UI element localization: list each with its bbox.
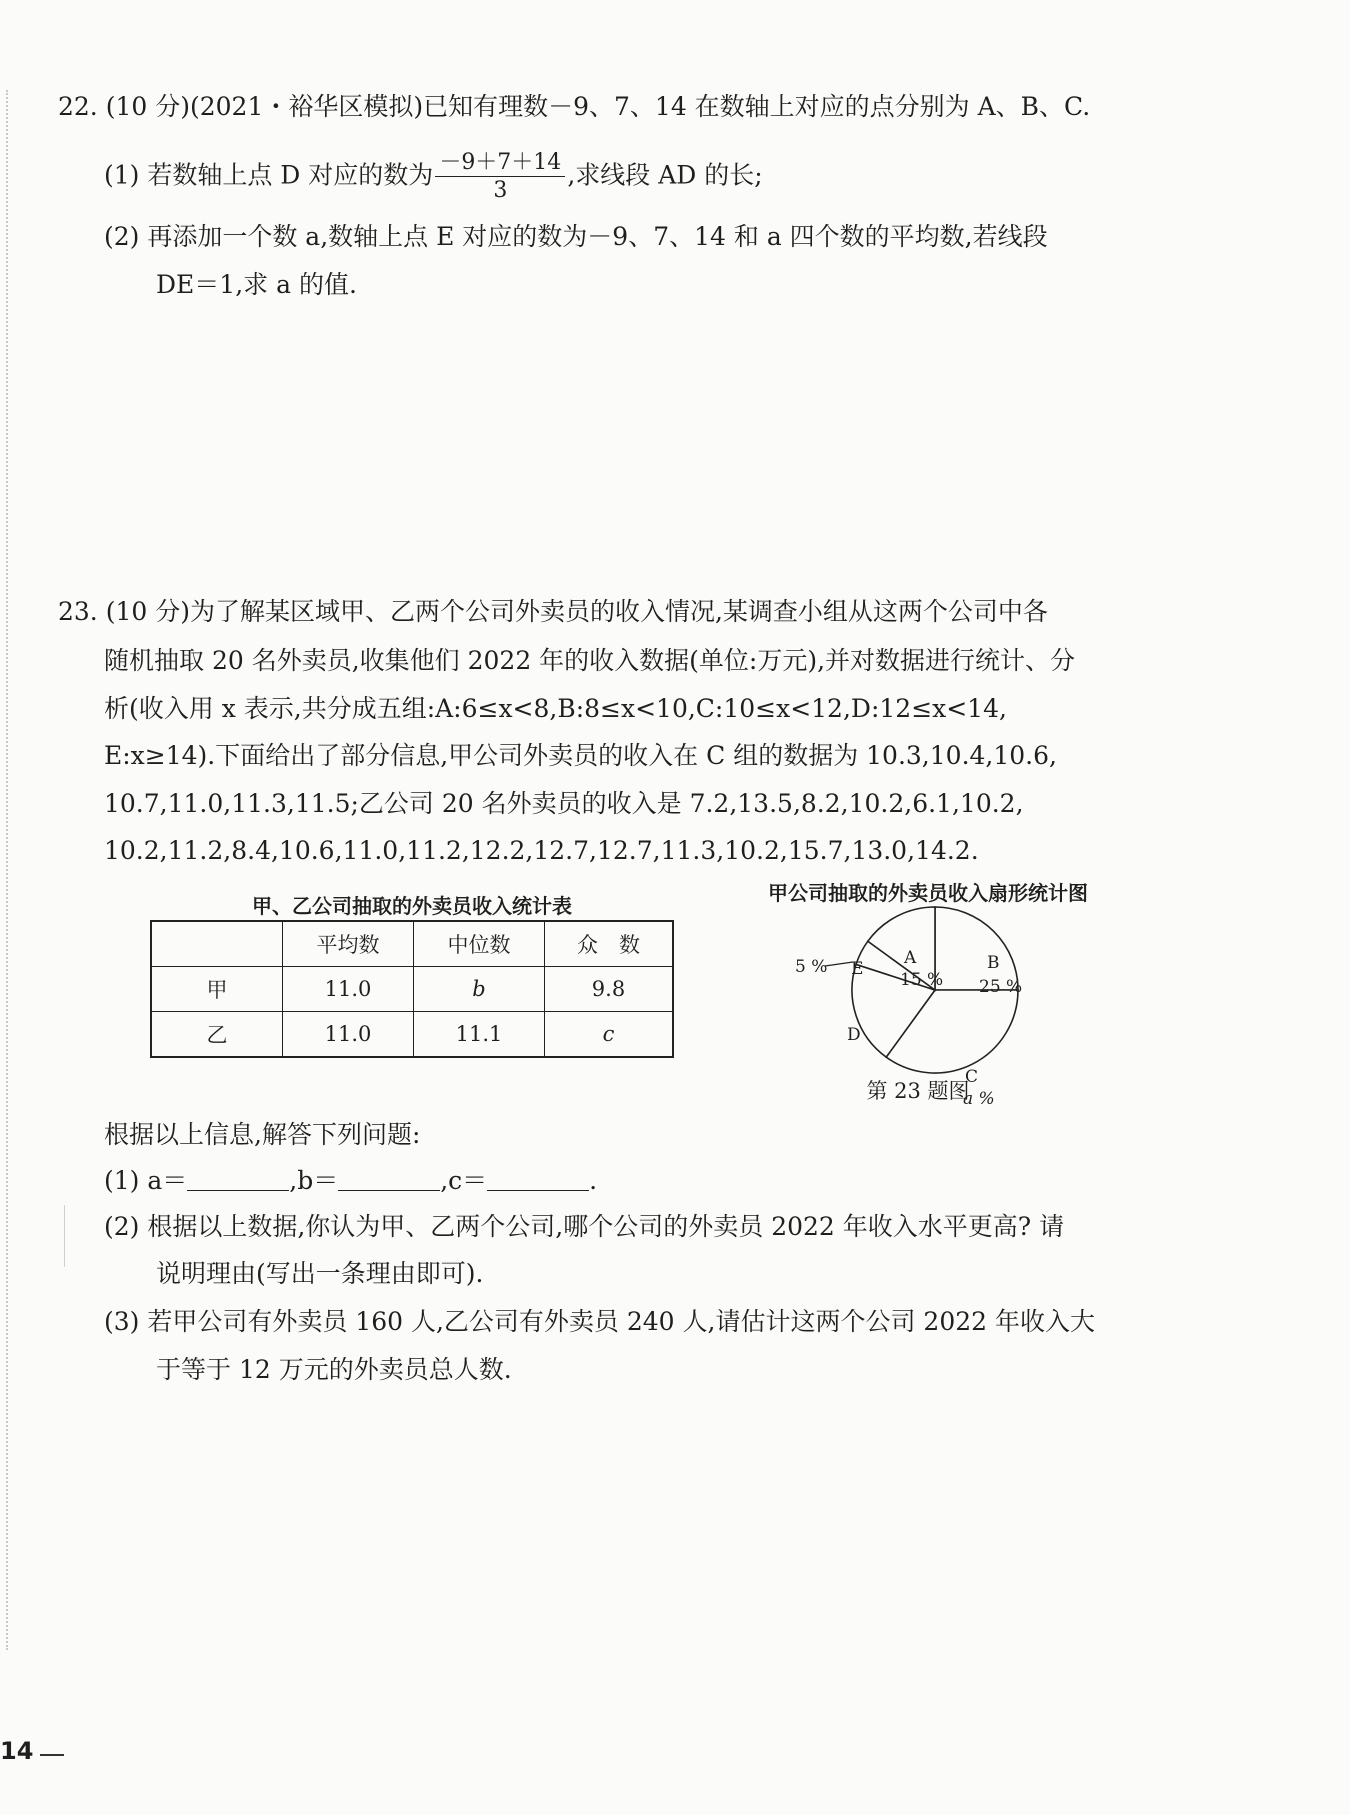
pie-label-e: E: [851, 959, 864, 979]
margin-mark: [64, 1205, 65, 1267]
q22-part2-line2: DE＝1,求 a 的值.: [156, 270, 357, 299]
table-cell: 11.0: [283, 967, 414, 1012]
q23-line-5: 10.7,11.0,11.3,11.5;乙公司 20 名外卖员的收入是 7.2,13.5,8.2,10.2,6.1,10.2,: [104, 789, 1024, 818]
q22-part1-tail: ,求线段 AD 的长;: [567, 160, 763, 190]
q23-part2-line2: 说明理由(写出一条理由即可).: [156, 1259, 484, 1288]
page-number-dash: [40, 1754, 64, 1756]
table-row: [151, 1012, 673, 1058]
table-cell: 乙: [151, 1012, 283, 1058]
fraction-denominator: 3: [493, 178, 508, 204]
answer-b-blank[interactable]: [338, 1170, 440, 1191]
table-header-cell: [151, 921, 283, 967]
table-row: [151, 967, 673, 1012]
pie-label-b: B: [987, 953, 1000, 973]
table-header-cell: 众 数: [545, 921, 674, 967]
pie-chart-title: 甲公司抽取的外卖员收入扇形统计图: [768, 881, 1088, 905]
q22-part1-text: (1) 若数轴上点 D 对应的数为: [104, 160, 434, 190]
answer-intro: 根据以上信息,解答下列问题:: [104, 1120, 421, 1149]
figure-caption: 第 23 题图: [866, 1079, 970, 1103]
stats-table: [150, 920, 674, 1058]
pie-value-e: 5 %: [795, 957, 828, 977]
table-header-row: [151, 921, 673, 967]
answer-b-label: ,b＝: [289, 1166, 339, 1195]
q23-line-6: 10.2,11.2,8.4,10.6,11.0,11.2,12.2,12.7,12.7,11.3,10.2,15.7,13.0,14.2.: [104, 836, 979, 865]
table-cell: 9.8: [545, 967, 674, 1012]
answer-a-blank[interactable]: [187, 1170, 289, 1191]
pie-value-b: 25 %: [979, 977, 1023, 997]
table-cell: 11.0: [283, 1012, 414, 1058]
table-cell: 11.1: [414, 1012, 545, 1058]
pie-leader-line-e: [825, 962, 853, 966]
pie-label-c: C: [965, 1067, 979, 1087]
q23-line-1: 23. (10 分)为了解某区域甲、乙两个公司外卖员的收入情况,某调查小组从这两个公司中各: [58, 597, 1048, 626]
pie-label-d: D: [847, 1025, 861, 1045]
q23-part3-line2: 于等于 12 万元的外卖员总人数.: [156, 1355, 512, 1384]
q22-fraction: [435, 150, 565, 204]
table-cell: b: [414, 967, 545, 1012]
answer-c-blank[interactable]: [487, 1170, 589, 1191]
q23-part1: [104, 1166, 597, 1196]
answer-c-label: ,c＝: [440, 1166, 488, 1195]
table-cell: 甲: [151, 967, 283, 1012]
page-number: 14: [0, 1737, 34, 1765]
q23-line-2: 随机抽取 20 名外卖员,收集他们 2022 年的收入数据(单位:万元),并对数据进行统计、分: [104, 646, 1076, 675]
table-header-cell: 中位数: [414, 921, 545, 967]
answer-a-label: (1) a＝: [104, 1166, 188, 1195]
q23-line-3: 析(收入用 x 表示,共分成五组:A:6≤x<8,B:8≤x<10,C:10≤x<12,D:12≤x<14,: [104, 694, 1007, 723]
pie-value-c: a %: [963, 1089, 995, 1109]
fraction-numerator: －9＋7＋14: [435, 150, 565, 177]
pie-value-a: 15 %: [900, 970, 944, 990]
q23-part3-line1: (3) 若甲公司有外卖员 160 人,乙公司有外卖员 240 人,请估计这两个公司 2022 年收入大: [104, 1307, 1095, 1336]
q23-line-4: E:x≥14).下面给出了部分信息,甲公司外卖员的收入在 C 组的数据为 10.3,10.4,10.6,: [104, 741, 1057, 770]
table-title: 甲、乙公司抽取的外卖员收入统计表: [252, 894, 572, 918]
q22-stem: 22. (10 分)(2021・裕华区模拟)已知有理数－9、7、14 在数轴上对应的点分别为 A、B、C.: [58, 92, 1091, 121]
answer-end: .: [589, 1166, 598, 1195]
q22-part1: [104, 150, 763, 204]
table-cell: c: [545, 1012, 674, 1058]
q22-part2-line1: (2) 再添加一个数 a,数轴上点 E 对应的数为－9、7、14 和 a 四个数的平均数,若线段: [104, 222, 1048, 251]
margin-dotted-line: [6, 90, 8, 1650]
table-header-cell: 平均数: [283, 921, 414, 967]
pie-label-a: A: [904, 948, 917, 968]
q23-part2-line1: (2) 根据以上数据,你认为甲、乙两个公司,哪个公司的外卖员 2022 年收入水平更高? 请: [104, 1212, 1065, 1241]
